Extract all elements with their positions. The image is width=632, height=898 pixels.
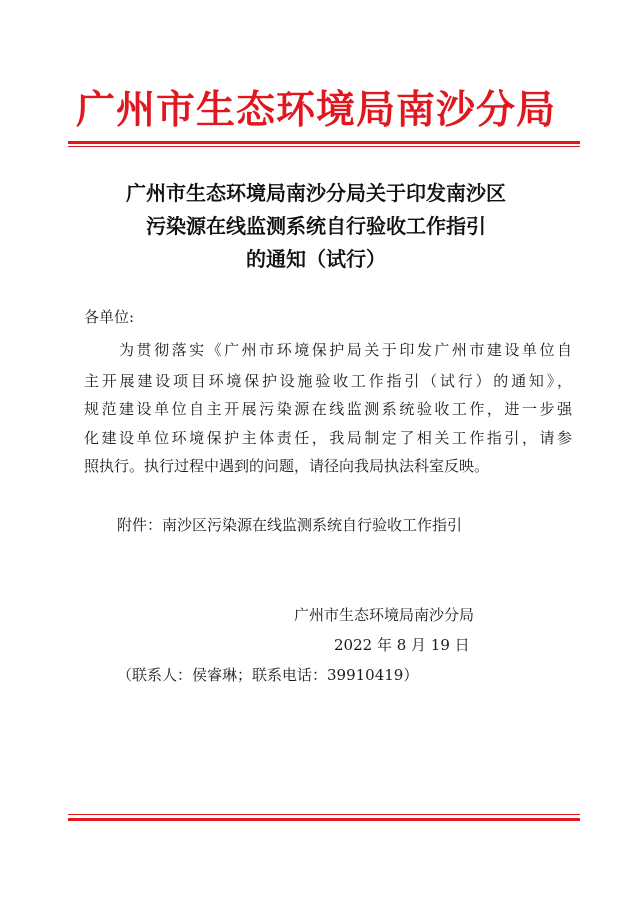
header-red-rule-thin: [68, 146, 580, 147]
document-title-line: 污染源在线监测系统自行验收工作指引: [146, 214, 486, 238]
footer-red-rule-thin: [68, 814, 580, 815]
footer-red-rule-thick: [68, 818, 580, 821]
body-paragraph-line: 为贯彻落实《广州市环境保护局关于印发广州市建设单位自: [84, 341, 572, 359]
document-title-line: 广州市生态环境局南沙分局关于印发南沙区: [126, 181, 506, 205]
issuing-agency-header: 广州市生态环境局南沙分局: [75, 87, 556, 133]
body-paragraph-line: 主开展建设项目环境保护设施验收工作指引（试行）的通知》，: [84, 372, 572, 390]
header-red-rule-thick: [68, 141, 580, 144]
attachment-line: 附件：南沙区污染源在线监测系统自行验收工作指引: [117, 516, 463, 534]
document-title: [0, 177, 632, 276]
document-title-line: 的通知（试行）: [246, 247, 386, 271]
body-paragraph-line: 规范建设单位自主开展污染源在线监测系统验收工作，进一步强: [84, 400, 572, 418]
salutation: 各单位:: [84, 308, 135, 326]
issuer-signature: 广州市生态环境局南沙分局: [294, 606, 475, 624]
issue-date: 2022 年 8 月 19 日: [334, 636, 470, 654]
contact-info: （联系人：侯睿琳；联系电话：39910419）: [117, 666, 419, 684]
body-paragraph-line: 化建设单位环境保护主体责任，我局制定了相关工作指引，请参: [84, 429, 572, 447]
body-paragraph-line: 照执行。执行过程中遇到的问题，请径向我局执法科室反映。: [84, 457, 490, 475]
